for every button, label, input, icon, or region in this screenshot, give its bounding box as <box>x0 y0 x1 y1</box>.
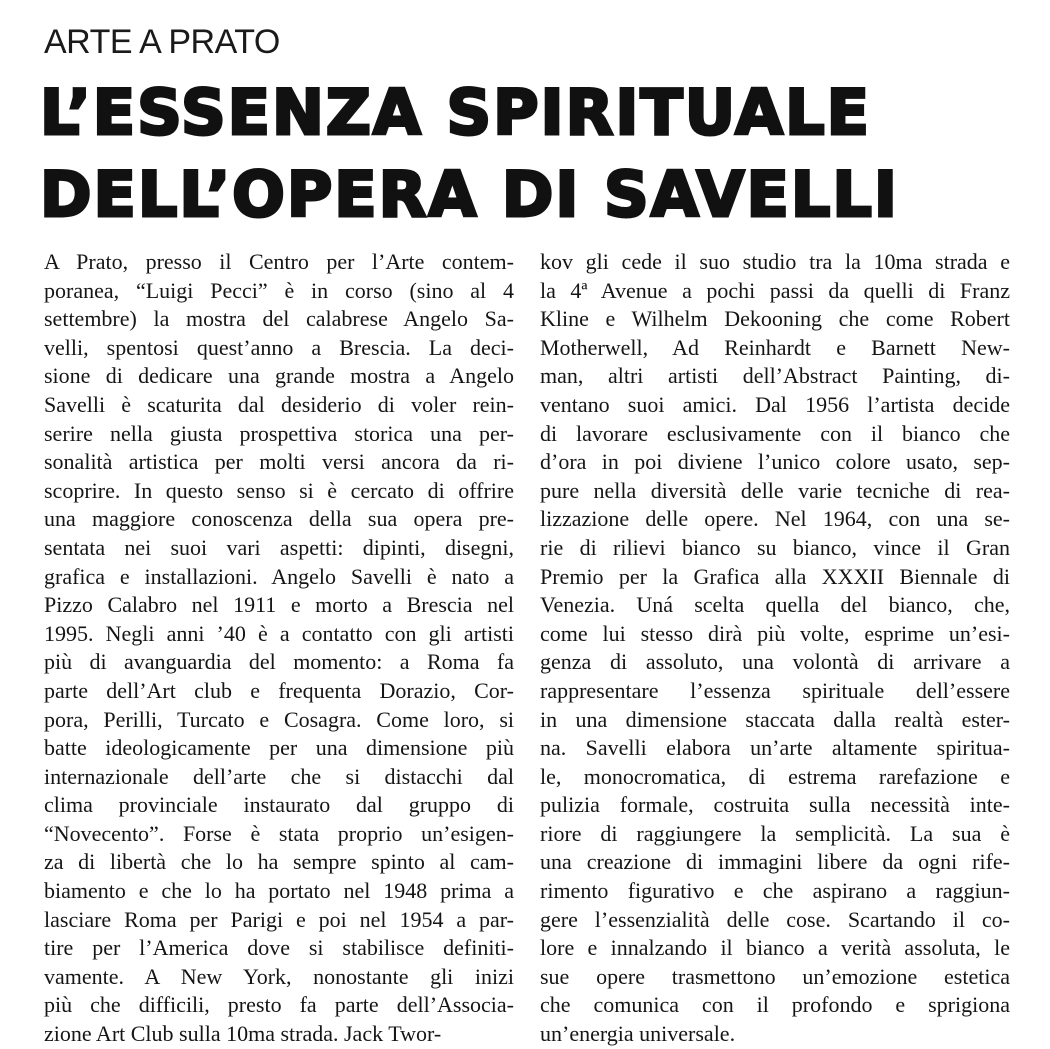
text-column-left <box>44 248 514 1049</box>
body-text-line: la 4ª Avenue a pochi passi da quelli di Franz <box>540 277 1010 303</box>
body-text-line: in una dimensione staccata dalla realtà ester- <box>540 706 1010 732</box>
body-text-line: di lavorare esclusivamente con il bianco che <box>540 420 1010 446</box>
body-text-line: na. Savelli elabora un’arte altamente spiritua- <box>540 735 1010 761</box>
body-text-line: pora, Perilli, Turcato e Cosagra. Come loro, si <box>44 706 514 732</box>
body-text-line: sue opere trasmettono un’emozione estetica <box>540 963 1010 989</box>
body-text-line: clima provinciale instaurato dal gruppo di <box>44 792 514 818</box>
body-text-line: rie di rilievi bianco su bianco, vince il Gran <box>540 534 1010 560</box>
body-text-line: 1995. Negli anni ’40 è a contatto con gli artisti <box>44 620 514 646</box>
body-text-line: come lui stesso dirà più volte, esprime un’esi- <box>540 620 1010 646</box>
text-column-right <box>540 248 1010 1049</box>
body-text-line: scoprire. In questo senso si è cercato di offrire <box>44 477 514 503</box>
body-text-line: genza di assoluto, una volontà di arrivare a <box>540 649 1010 675</box>
body-text-line: lore e innalzando il bianco a verità assoluta, le <box>540 935 1010 961</box>
body-text-line: le, monocromatica, di estrema rarefazione e <box>540 763 1010 789</box>
body-text-line: tire per l’America dove si stabilisce definiti- <box>44 935 514 961</box>
body-text-line: A Prato, presso il Centro per l’Arte contem- <box>44 249 514 274</box>
body-text-line: ventano suoi amici. Dal 1956 l’artista decide <box>540 391 1010 417</box>
body-text-line: d’ora in poi diviene l’unico colore usato, sep- <box>540 449 1010 475</box>
body-text-line: grafica e installazioni. Angelo Savelli è nato a <box>44 563 514 589</box>
body-text-line: rappresentare l’essenza spirituale dell’essere <box>540 677 1010 703</box>
body-text-line: più di avanguardia del momento: a Roma fa <box>44 649 514 675</box>
body-text-line: internazionale dell’arte che si distacchi dal <box>44 763 514 789</box>
headline-line-1: L’ESSENZA SPIRITUALE <box>40 76 871 149</box>
body-text-line: sione di dedicare una grande mostra a Angelo <box>44 363 514 389</box>
body-text-line: pure nella diversità delle varie tecniche di rea- <box>540 477 1010 503</box>
body-text-line: kov gli cede il suo studio tra la 10ma strada e <box>540 249 1010 274</box>
body-text-line: lasciare Roma per Parigi e poi nel 1954 a par- <box>44 906 514 932</box>
body-text-line: zione Art Club sulla 10ma strada. Jack Twor- <box>44 1021 442 1047</box>
body-text-line: lizzazione delle opere. Nel 1964, con una se- <box>540 506 1010 532</box>
body-text-line: poranea, “Luigi Pecci” è in corso (sino al 4 <box>44 277 514 303</box>
body-text-line: Pizzo Calabro nel 1911 e morto a Brescia nel <box>44 592 514 618</box>
body-text-line: man, altri artisti dell’Abstract Painting, di- <box>540 363 1010 389</box>
body-text-line: batte ideologicamente per una dimensione più <box>44 735 514 761</box>
body-text-line: rimento figurativo e che aspirano a raggiun- <box>540 878 1010 904</box>
body-text-line: gere l’essenzialità delle cose. Scartando il co- <box>540 906 1010 932</box>
body-text-line: sentata nei suoi vari aspetti: dipinti, disegni, <box>44 534 514 560</box>
body-text-line: biamento e che lo ha portato nel 1948 prima a <box>44 878 514 904</box>
body-text-line: Kline e Wilhelm Dekooning che come Robert <box>540 306 1010 332</box>
headline-line-2: DELL’OPERA DI SAVELLI <box>40 158 899 231</box>
body-text-line: che comunica con il profondo e sprigiona <box>540 992 1010 1018</box>
body-text-line: sonalità artistica per molti versi ancora da ri- <box>44 449 514 475</box>
body-text-line: Premio per la Grafica alla XXXII Biennale di <box>540 563 1010 589</box>
body-text-line: riore di raggiungere la semplicità. La sua è <box>540 820 1010 846</box>
body-text-line: vamente. A New York, nonostante gli inizi <box>44 963 514 989</box>
body-text-line: una creazione di immagini libere da ogni rife- <box>540 849 1010 875</box>
body-text-line: più che difficili, presto fa parte dell’Associa- <box>44 992 514 1018</box>
body-text-line: parte dell’Art club e frequenta Dorazio, Cor- <box>44 677 514 703</box>
body-text-line: Motherwell, Ad Reinhardt e Barnett New- <box>540 334 1010 360</box>
body-text-line: serire nella giusta prospettiva storica una per- <box>44 420 514 446</box>
body-text-line: “Novecento”. Forse è stata proprio un’esigen- <box>44 820 514 846</box>
body-text-line: za di libertà che lo ha sempre spinto al cam- <box>44 849 514 875</box>
body-text-line: velli, spentosi quest’anno a Brescia. La deci- <box>44 334 514 360</box>
article-headline <box>40 72 1040 236</box>
body-text-line: Savelli è scaturita dal desiderio di voler rein- <box>44 391 514 417</box>
section-kicker: ARTE A PRATO <box>44 23 280 61</box>
body-text-line: pulizia formale, costruita sulla necessità inte- <box>540 792 1010 818</box>
body-text-line: un’energia universale. <box>540 1021 736 1047</box>
body-text-line: settembre) la mostra del calabrese Angelo Sa- <box>44 306 514 332</box>
body-text-line: una maggiore conoscenza della sua opera pre- <box>44 506 514 532</box>
body-text-line: Venezia. Uná scelta quella del bianco, che, <box>540 592 1010 618</box>
